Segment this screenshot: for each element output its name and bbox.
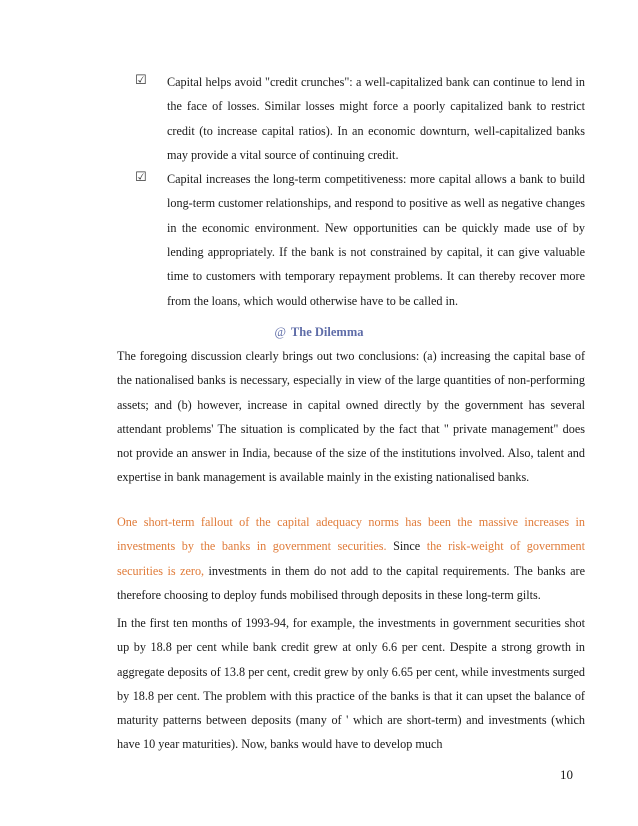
checkbox-icon: ☑ [135,170,147,186]
bullet-item [135,167,585,313]
section-heading-text: The Dilemma [290,325,364,339]
paragraph-investments: In the first ten months of 1993-94, for example, the investments in government securities shot up by 18.8 per cent while bank credit grew at only 6.6 per cent. Despite a strong growth in aggregate deposits of 13.8 per cent, credit grew by only 6.65 per cent, while investments surged by 18.8 per cent. The problem with this practice of the banks is that it can upset the balance of maturity patterns between deposits (many of ' which are short-term) and investments (which have 10 year maturities). Now, banks would have to develop much [117,616,585,752]
highlighted-text: the risk-weight of government securities is zero, [117,539,586,578]
section-heading [0,320,638,344]
checkbox-icon: ☑ [135,73,147,88]
page-number: 10 [560,767,573,782]
highlighted-text: One short-term fallout of the capital adequacy norms has been the massive increases in investments by the banks in government securities. [117,515,585,554]
paragraph-conclusions: The foregoing discussion clearly brings out two conclusions: (a) increasing the capital base of the nationalised banks is necessary, especially in view of the large quantities of non-performing assets; and (b) however, increase in capital owned directly by the government has several attendant problems' The situation is complicated by the fact that " private management" does not provide an answer in India, because of the size of the institutions involved. Also, talent and expertise in bank management is available mainly in the existing nationalised banks. [117,349,585,485]
bullet-text: Capital helps avoid "credit crunches": a well-capitalized bank can continue to lend in the face of losses. Similar losses might force a poorly capitalized bank to restrict credit (to increase capital ratios). In an economic downturn, well-capitalized banks may provide a vital source of continuing credit. [167,75,585,162]
paragraph-capital-adequacy [117,510,585,607]
bullet-text: Capital increases the long-term competitiveness: more capital allows a bank to build long-term customer relationships, and respond to positive as well as negative changes in the economic environment. New opportunities can be quickly made use of by lending appropriately. If the bank is not constrained by capital, it can give valuable time to customers with temporary repayment problems. It can thereby recover more from the loans, which would otherwise have to be called in. [167,172,585,308]
paragraph-text: investments in them do not add to the capital requirements. The banks are therefore choosing to deploy funds mobilised through deposits in these long-term gilts. [117,563,585,602]
paragraph-text: Since [386,539,427,554]
bullet-list [135,70,585,313]
bullet-item [135,70,585,167]
at-sign-icon: @ [274,325,287,339]
